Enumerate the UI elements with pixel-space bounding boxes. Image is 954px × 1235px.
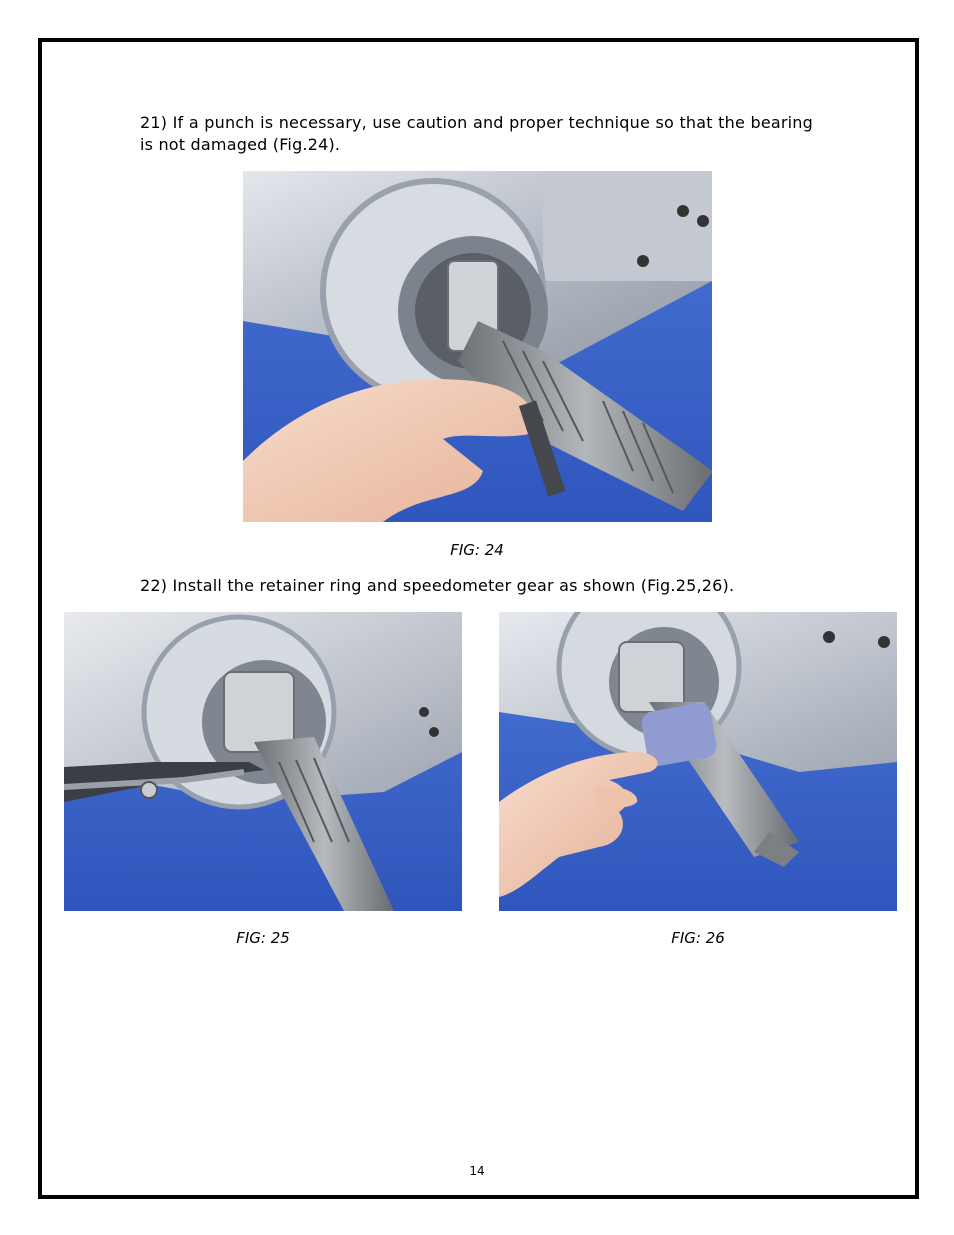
- figure-24-caption: FIG: 24: [450, 541, 504, 559]
- step-22-text: 22) Install the retainer ring and speedometer gear as shown (Fig.25,26).: [140, 576, 735, 595]
- figure-25-caption: FIG: 25: [236, 929, 290, 947]
- step-21-text: 21) If a punch is necessary, use caution and proper technique so that the bearing is not damaged (Fig.24).: [140, 113, 813, 154]
- figure-26-photo: [499, 612, 897, 911]
- figure-25-photo: [64, 612, 462, 911]
- figure-24-photo: [243, 171, 712, 522]
- page-number: 14: [469, 1164, 485, 1178]
- figure-26-caption: FIG: 26: [671, 929, 725, 947]
